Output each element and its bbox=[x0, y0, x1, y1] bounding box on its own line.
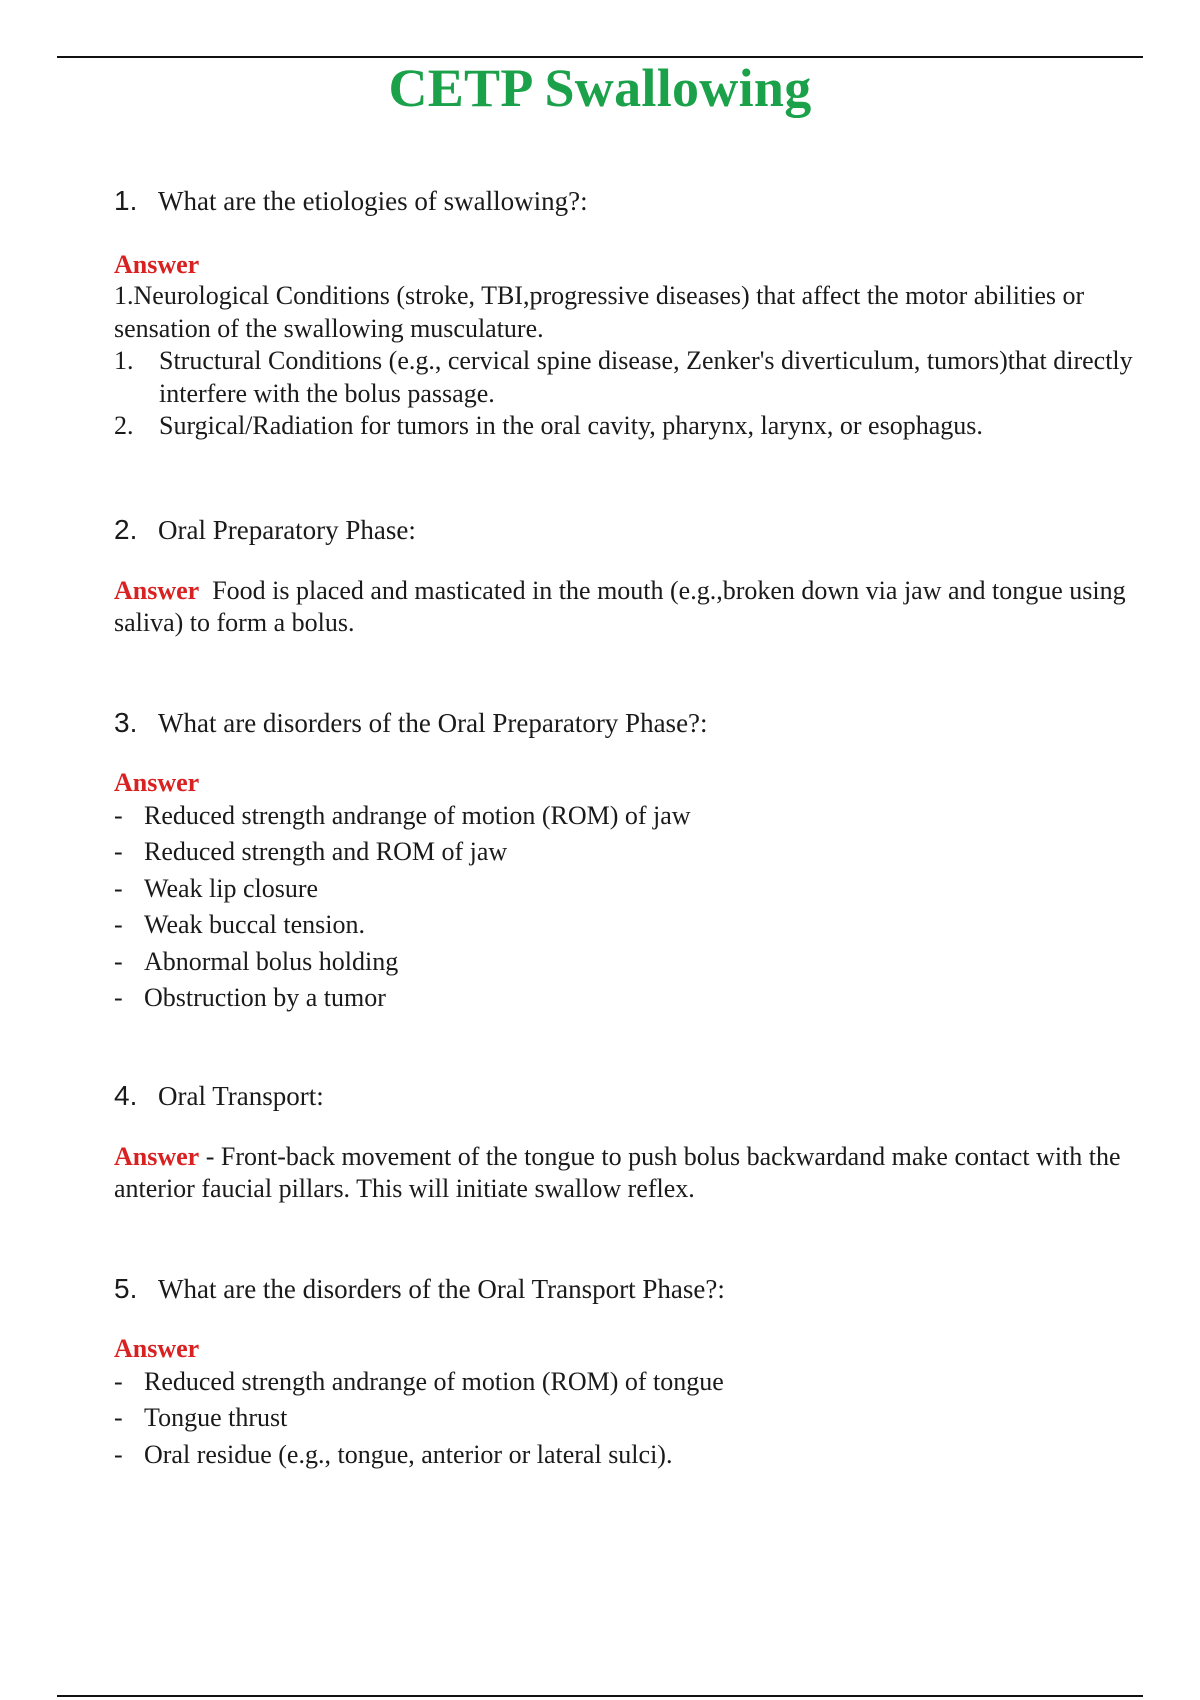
list-item bbox=[114, 345, 1144, 410]
bottom-rule bbox=[57, 1695, 1143, 1697]
item-text: Structural Conditions (e.g., cervical spine disease, Zenker's diverticulum, tumors)that directly interfere with the bolus passage. bbox=[159, 346, 1133, 408]
question-3 bbox=[114, 706, 1144, 740]
question-text: Oral Transport: bbox=[158, 1080, 324, 1111]
question-2 bbox=[114, 513, 1144, 547]
list-item: - Weak buccal tension. bbox=[114, 907, 1144, 944]
answer-1 bbox=[114, 280, 1144, 443]
document-body bbox=[114, 184, 1144, 1473]
answer-list bbox=[114, 345, 1144, 443]
list-item: - Abnormal bolus holding bbox=[114, 944, 1144, 981]
question-text: What are disorders of the Oral Preparatory Phase?: bbox=[158, 707, 708, 738]
list-item: - Reduced strength andrange of motion (ROM) of jaw bbox=[114, 798, 1144, 835]
answer-label: Answer bbox=[114, 767, 200, 797]
answer-label: Answer bbox=[114, 1141, 200, 1171]
item-text: Surgical/Radiation for tumors in the oral cavity, pharynx, larynx, or esophagus. bbox=[159, 411, 983, 440]
list-item: - Obstruction by a tumor bbox=[114, 980, 1144, 1017]
question-text: What are the etiologies of swallowing?: bbox=[158, 186, 588, 216]
question-number: 5. bbox=[114, 1272, 138, 1304]
question-4 bbox=[114, 1079, 1144, 1113]
answer-list bbox=[114, 798, 1144, 1017]
answer-label: Answer bbox=[114, 250, 200, 279]
answer-text: 1.Neurological Conditions (stroke, TBI,progressive diseases) that affect the motor abilities or sensation of the swallowing musculature. bbox=[114, 281, 1085, 343]
list-item: - Reduced strength and ROM of jaw bbox=[114, 834, 1144, 871]
list-item bbox=[114, 410, 1144, 443]
list-item: - Weak lip closure bbox=[114, 871, 1144, 908]
list-item: - Reduced strength andrange of motion (ROM) of tongue bbox=[114, 1364, 1144, 1401]
answer-label: Answer bbox=[114, 1333, 200, 1363]
answer-2 bbox=[114, 575, 1144, 640]
list-item: - Tongue thrust bbox=[114, 1400, 1144, 1437]
item-number: 2. bbox=[114, 411, 134, 440]
answer-list bbox=[114, 1364, 1144, 1474]
page-title: CETP Swallowing bbox=[388, 58, 812, 118]
question-text: Oral Preparatory Phase: bbox=[158, 514, 416, 545]
question-number: 2. bbox=[114, 513, 138, 545]
answer-text: - Front-back movement of the tongue to push bolus backwardand make contact with the anterior faucial pillars. This will initiate swallow reflex. bbox=[114, 1141, 1121, 1203]
answer-text: Food is placed and masticated in the mouth (e.g.,broken down via jaw and tongue using saliva) to form a bolus. bbox=[114, 575, 1126, 637]
question-1 bbox=[114, 184, 1144, 218]
question-number: 3. bbox=[114, 706, 138, 738]
question-5 bbox=[114, 1272, 1144, 1306]
item-number: 1. bbox=[114, 346, 134, 375]
answer-label: Answer bbox=[114, 575, 200, 605]
list-item: - Oral residue (e.g., tongue, anterior or lateral sulci). bbox=[114, 1437, 1144, 1474]
question-number: 1. bbox=[114, 185, 138, 216]
question-number: 4. bbox=[114, 1079, 138, 1111]
answer-4 bbox=[114, 1141, 1144, 1206]
question-text: What are the disorders of the Oral Transport Phase?: bbox=[158, 1273, 725, 1304]
